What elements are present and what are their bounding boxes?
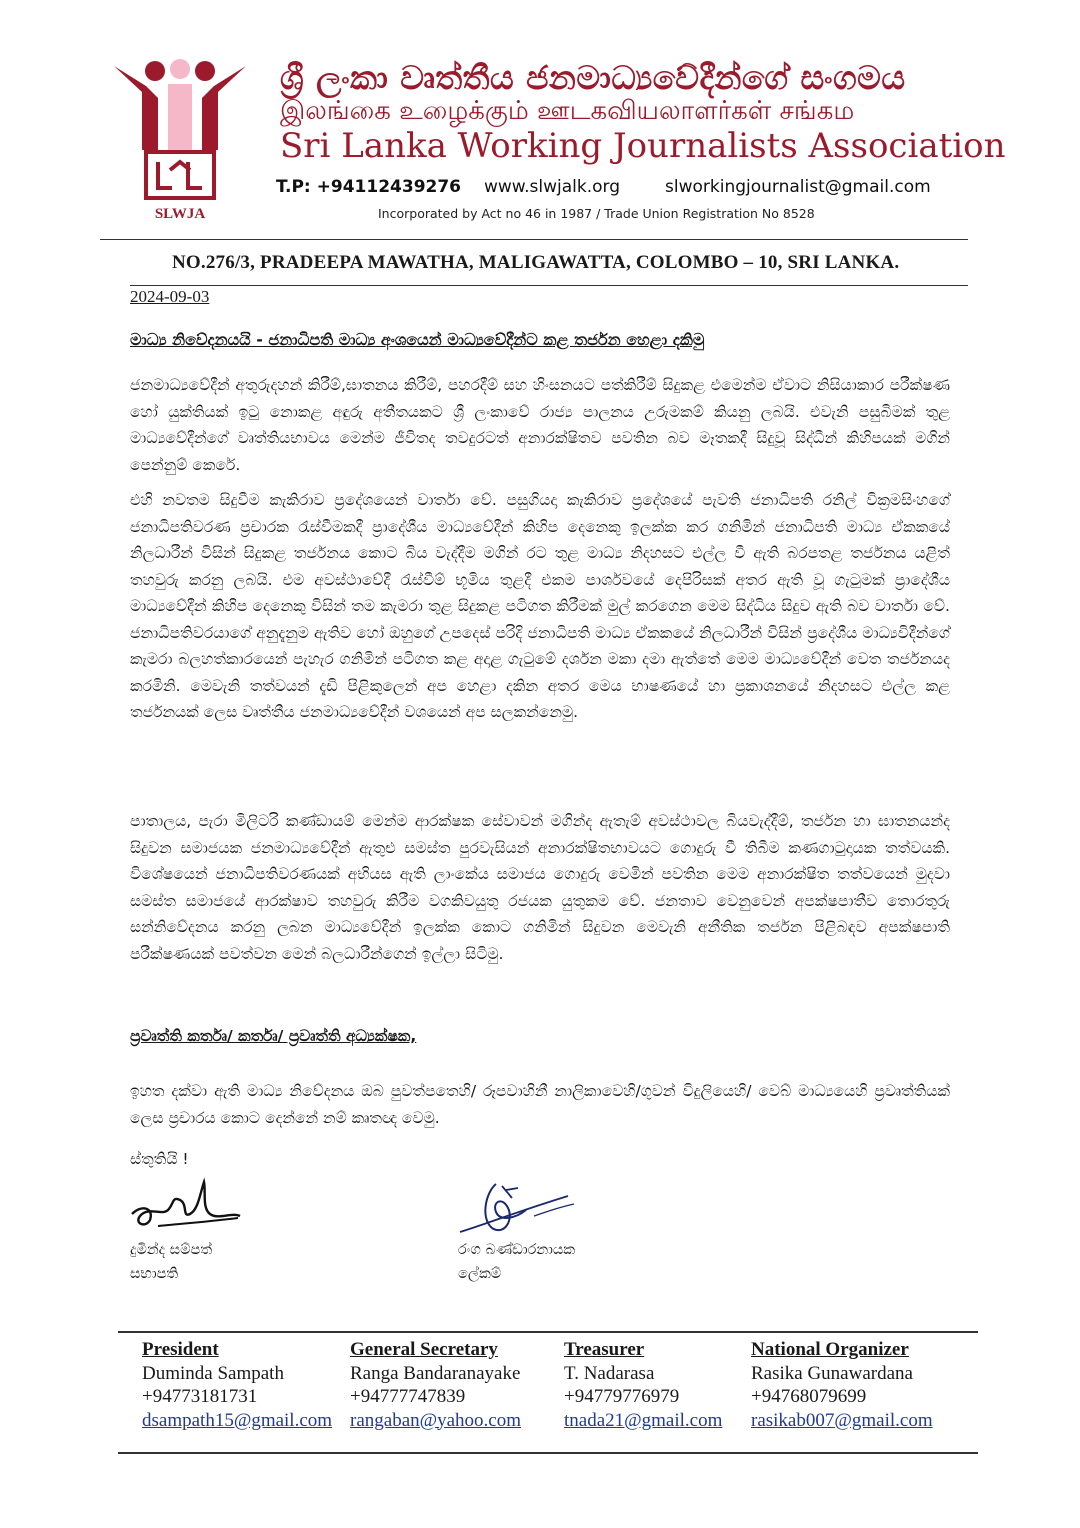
recipients-heading: ප්‍රවෘත්ති කර්තෘ/ කර්තෘ/ ප්‍රවෘත්ති අධ්‍යක්ෂක, xyxy=(130,1027,417,1045)
officer-phone: +94768079699 xyxy=(751,1386,867,1407)
org-name-sinhala: ශ්‍රී ලංකා වෘත්තීය ජනමාධ්‍යවේදීන්ගේ සංගමය xyxy=(280,58,906,97)
officer-email-link[interactable]: tnada21@gmail.com xyxy=(564,1409,723,1431)
president-name-si: දුමින්ද සම්පත් xyxy=(130,1242,213,1258)
secretary-signature xyxy=(456,1178,580,1240)
logo-figures xyxy=(114,59,246,198)
officer-phone: +94777747839 xyxy=(350,1386,466,1407)
press-release-title: මාධ්‍ය නිවේදනයයි - ජනාධිපති මාධ්‍ය අංශයෙන් මාධ්‍යවේදීන්ට කළ තර්ජන හෙළා දකිමු xyxy=(130,330,705,349)
letter-date: 2024-09-03 xyxy=(130,287,210,306)
footer-bottom-rule xyxy=(118,1452,978,1454)
address-divider xyxy=(130,285,968,286)
officer-email-link[interactable]: rangaban@yahoo.com xyxy=(350,1409,522,1431)
slwja-logo xyxy=(112,58,248,222)
org-name-tamil: இலங்கை உழைக்கும் ஊடகவியலாளர்கள் சங்கம xyxy=(280,96,855,126)
officer-president xyxy=(142,1338,332,1432)
paragraph-3: පාතාලය, පැරා මිලිටරි කණ්ඩායම් මෙන්ම ආරක්ෂක සේවාවන් මගින්ද ඇතැම් අවස්ථාවල බියවැද්දීම්, තර්ජන හා ඝාතනයන්ද සිදුවන සමාජයක ජනමාධ්‍යවේදීන් ඇතුළු සමස්ත පුරවැසියන් අනාරක්ෂිතභාවයට ගොදුරු වී තිබීම කණගාටුදායක තත්වයකි. විශේෂයෙන් ජනාධිපතිවරණයක් අභියස ඇති ලාංකේය සමාජය ගොදුරු වෙමින් පවතින මෙම අනාරක්ෂිත තත්වයෙන් මුදවා සමස්ත සමාජයේ ආරක්ෂාව තහවුරු කිරීම වගකිවයුතු රජයක යුතුකම වේ. ජනතාව වෙනුවෙන් අපක්ෂපාතීව තොරතුරු සන්නිවේදනය කරනු ලබන මාධ්‍යවේදීන් ඉලක්ක කොට ගනිමින් සිදුවන මෙවැනි අනීතික තර්ජන පිළිබඳව අපක්ෂපාති පරීක්ෂණයක් පවත්වන මෙන් බලධාරීන්ගෙන් ඉල්ලා සිටිමු. xyxy=(130,812,950,963)
paragraph-2: එහි නවතම සිදුවීම කැකිරාව ප්‍රදේශයෙන් වාර්තා වේ. පසුගියදා කැකිරාව ප්‍රදේශයේ පැවති ජනාධිපති රනිල් වික්‍රමසිංහගේ ජනාධිපතිවරණ ප්‍රචාරක රැස්වීමකදී ප්‍රාදේශීය මාධ්‍යවේදීන් කිහිප දෙනෙකු ඉලක්ක කර ගනිමින් ජනාධිපති මාධ්‍ය ඒකකයේ නිලධාරීන් විසින් සිදුකළ තර්ජනය කොට බිය වැද්දීම මගින් රට තුළ මාධ්‍ය නිදහසට එල්ල වී ඇති බරපතළ තර්ජනය යළිත් තහවුරු කරනු ලබයි. එම අවස්ථාවේදී රැස්වීම් භූමිය තුළදී එකම පාර්ශවයේ දෙපිරිසක් අතර ඇති වූ ගැටුමක් ප්‍රාදේශීය මාධ්‍යවේදීන් කිහිප දෙනෙකු විසින් තම කැමරා තුළ සිදුකළ පටිගත කිරීමක් මුල් කරගෙන මෙම සිද්ධිය සිදුව ඇති බව වාර්තා වේ. ජනාධිපතිවරයාගේ අනුදැනුම ඇතිව හෝ ඔහුගේ උපදෙස් පරිදි ජනාධිපති මාධ්‍ය ඒකකයේ නිලධාරීන් විසින් ප්‍රදේශීය මාධ්‍යවිදීන්ගේ කැමරා බලහත්කාරයෙන් පැහැර ගනිමින් පටිගත කළ අදාළ ගැටුමේ දර්ශන මකා දමා ඇත්තේ මෙම මාධ්‍යවේදීන් වෙත තර්ජනයද කරමිනි. මෙවැනි තත්වයන් දැඩි පිළිකුලෙන් අප හෙළා දකින අතර මෙය භාෂණයේ හා ප්‍රකාශනයේ නිදහසට එල්ල කළ තර්ජනයක් ලෙස වෘත්තීය ජනමාධ්‍යවේදීන් වශයෙන් අප සලකන්නෙමු. xyxy=(130,491,950,721)
officer-email-link[interactable]: rasikab007@gmail.com xyxy=(751,1409,933,1431)
secretary-name-si: රංග බණ්ඩාරනායක xyxy=(458,1242,576,1258)
publication-request: ඉහත දක්වා ඇති මාධ්‍ය නිවේදනය ඔබ පුවත්පතෙහි/ රූපවාහිනී නාලිකාවෙහි/ගුවන් විදුලියෙහි/ වෙබ් මාධ්‍යයෙහි ප්‍රවෘත්තියක් ලෙස ප්‍රචාරය කොට දෙන්නේ නම් කෘතඥ වෙමු. xyxy=(130,1082,950,1127)
phone-number: T.P: +94112439276 xyxy=(276,177,462,197)
officer-name: Rasika Gunawardana xyxy=(751,1362,913,1384)
officer-phone: +94779776979 xyxy=(564,1386,680,1407)
president-title-si: සභාපති xyxy=(130,1266,179,1282)
officer-name: Ranga Bandaranayake xyxy=(350,1362,521,1384)
officer-role: General Secretary xyxy=(350,1339,498,1360)
thanks-text: ස්තුතියි ! xyxy=(130,1150,189,1168)
officer-role: Treasurer xyxy=(564,1339,645,1360)
officer-phone: +94773181731 xyxy=(142,1386,258,1407)
officer-role: National Organizer xyxy=(751,1339,909,1360)
secretary-title-si: ලේකම් xyxy=(458,1266,502,1282)
officer-role: President xyxy=(142,1339,219,1360)
header-divider xyxy=(100,239,968,240)
officer-name: T. Nadarasa xyxy=(564,1362,655,1384)
footer-top-rule xyxy=(118,1331,978,1333)
website-link[interactable]: www.slwjalk.org xyxy=(484,177,621,197)
officer-name: Duminda Sampath xyxy=(142,1362,284,1384)
paragraph-1: ජනමාධ්‍යවේදීන් අතුරුදහන් කිරීම්,ඝාතනය කිරීම්, පහරදීම් සහ හිංසනයට පත්කිරීම් සිදුකළ එමෙන්ම ඒවාට නිසියාකාර පරීක්ෂණ හෝ යුක්තියක් ඉටු නොකළ අඳුරු අතීතයකට ශ්‍රී ලංකාවේ රාජ්‍ය පාලනය උරුමකම් කියනු ලබයි. එවැනි පසුබිමක් තුළ මාධ්‍යවේදීන්ගේ වෘත්තියභාවය මෙන්ම ජීවිතද තවදුරටත් අනාරක්ෂිතව පවතින බව මෑතකදී සිදුවූ සිද්ධීන් කිහිපයක් මගින් පෙන්නුම් කෙරේ. xyxy=(130,376,950,474)
officer-general-secretary xyxy=(350,1338,521,1432)
postal-address: NO.276/3, PRADEEPA MAWATHA, MALIGAWATTA, COLOMBO – 10, SRI LANKA. xyxy=(172,252,900,273)
logo-text: SLWJA xyxy=(154,206,206,222)
officer-email-link[interactable]: dsampath15@gmail.com xyxy=(142,1409,333,1431)
org-name-english: Sri Lanka Working Journalists Association xyxy=(280,126,1006,166)
incorporation-note: Incorporated by Act no 46 in 1987 / Trade Union Registration No 8528 xyxy=(378,206,815,221)
president-signature xyxy=(128,1174,248,1238)
email-link[interactable]: slworkingjournalist@gmail.com xyxy=(665,177,931,197)
officer-national-organizer xyxy=(751,1338,933,1432)
officer-treasurer xyxy=(564,1338,722,1432)
